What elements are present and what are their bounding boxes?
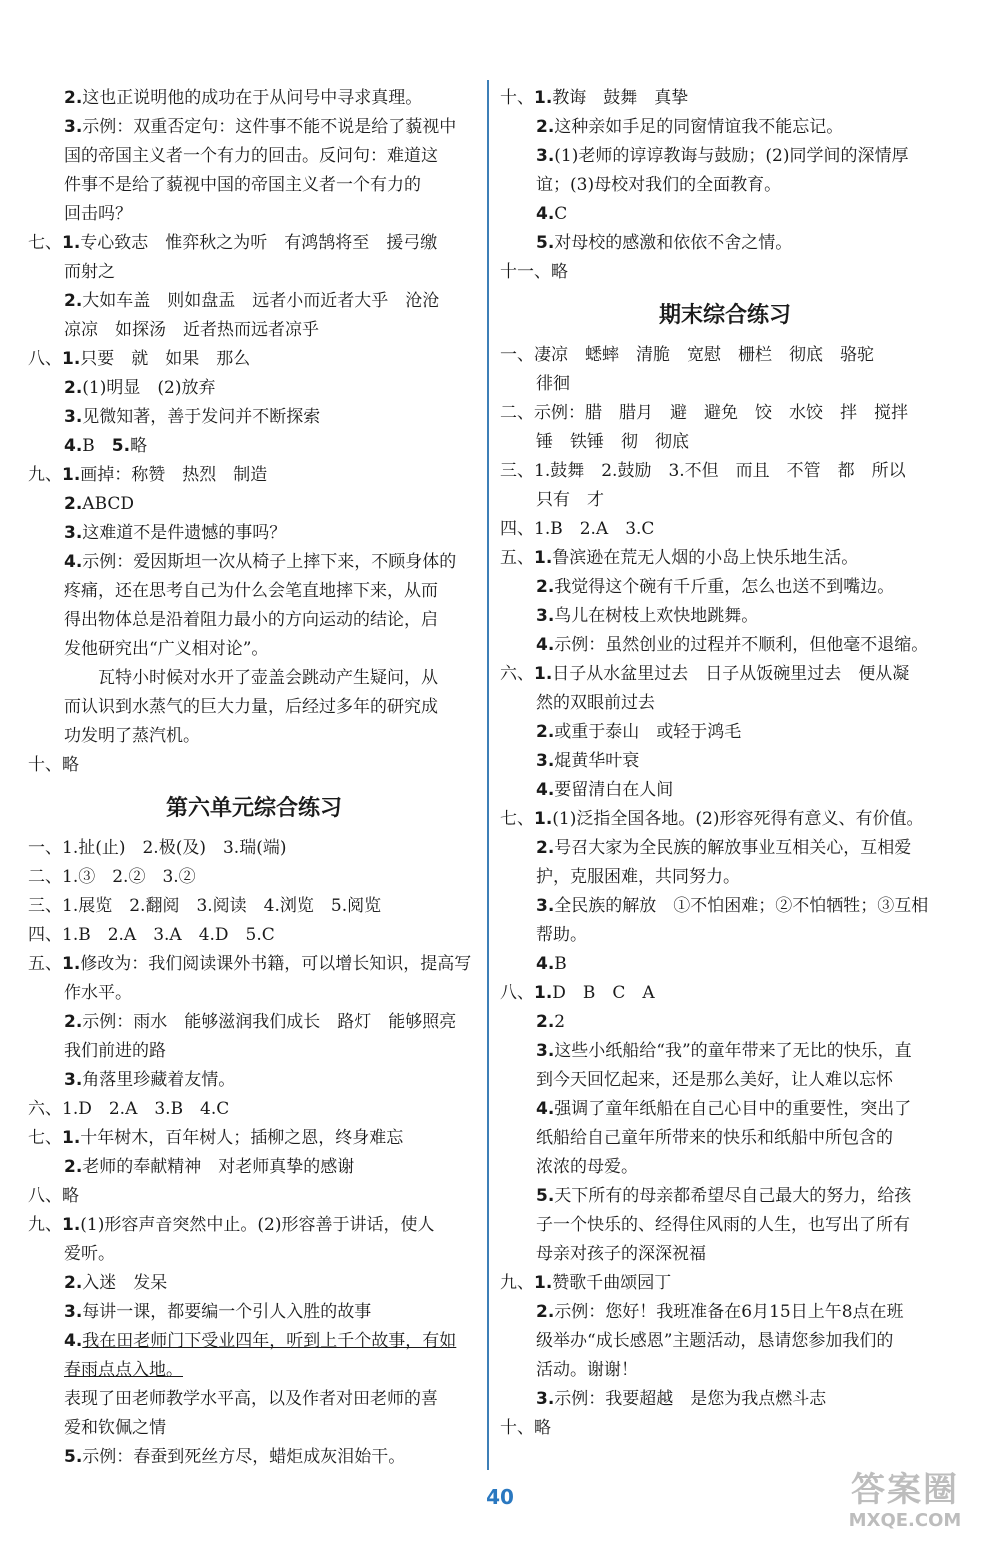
answer-text: C (554, 204, 568, 224)
answer-text: 四、1.B 2.A 3.A 4.D 5.C (28, 925, 275, 945)
answer-line (28, 432, 480, 461)
item-number: 4. (536, 780, 555, 800)
answer-text: 十年树木，百年树人；插柳之恩，终身难忘 (80, 1128, 404, 1148)
answer-line (28, 1095, 480, 1124)
answer-text: 春雨点点入地。 (64, 1360, 183, 1380)
section-marker: 九、 (500, 1273, 534, 1293)
answer-line (28, 490, 480, 519)
answer-text: 示例：双重否定句：这件事不能不说是给了藐视中 (82, 117, 457, 137)
answer-text: B (554, 954, 567, 974)
answer-text: 见微知著，善于发问并不断探索 (82, 407, 321, 427)
answer-line (28, 1182, 480, 1211)
answer-line (28, 1298, 480, 1327)
answer-text: 全民族的解放 ①不怕困难；②不怕牺牲；③互相 (554, 896, 929, 916)
item-number: 2. (536, 1012, 555, 1032)
answer-line (28, 863, 480, 892)
answer-text: 修改为：我们阅读课外书籍，可以增长知识，提高写 (80, 954, 472, 974)
answer-text: 焜黄华叶衰 (554, 751, 640, 771)
item-number: 3. (536, 1389, 555, 1409)
answer-line (28, 834, 480, 863)
answer-text: 赞歌千曲颂园丁 (552, 1273, 672, 1293)
answer-text: 十、略 (500, 1418, 551, 1438)
answer-text: 天下所有的母亲都希望尽自己最大的努力，给孩 (554, 1186, 912, 1206)
answer-text: 六、1.D 2.A 3.B 4.C (28, 1099, 230, 1119)
answer-text: 而认识到水蒸气的巨大力量，后经过多年的研究成 (64, 697, 438, 717)
answer-text: 我觉得这个碗有千斤重，怎么也送不到嘴边。 (554, 577, 895, 597)
answer-text: 老师的奉献精神 对老师真挚的感谢 (82, 1157, 355, 1177)
answer-line (500, 602, 950, 631)
answer-text: 到今天回忆起来，还是那么美好，让人难以忘怀 (536, 1070, 893, 1090)
answer-text: 强调了童年纸船在自己心目中的重要性，突出了 (554, 1099, 912, 1119)
section-marker: 七、 (500, 809, 534, 829)
item-number: 2. (536, 577, 555, 597)
answer-line (28, 287, 480, 316)
answer-line (500, 1153, 950, 1182)
answer-line (28, 751, 480, 780)
answer-text: 一、1.扯(止) 2.极(及) 3.瑞(端) (28, 838, 287, 858)
item-number: 3. (64, 1070, 83, 1090)
answer-line (500, 1095, 950, 1124)
item-number: 3. (64, 407, 83, 427)
answer-line (500, 399, 950, 428)
answer-line (500, 1385, 950, 1414)
answer-text: 示例：雨水 能够滋润我们成长 路灯 能够照亮 (82, 1012, 457, 1032)
answer-line (500, 428, 950, 457)
answer-line (500, 229, 950, 258)
answer-text: 2 (554, 1012, 566, 1032)
answer-line (500, 863, 950, 892)
item-number: 1. (534, 548, 553, 568)
answer-text: 这难道不是件遗憾的事吗？ (82, 523, 287, 543)
answer-line (500, 457, 950, 486)
item-number: 3. (64, 523, 83, 543)
answer-line (500, 1327, 950, 1356)
answer-text: ABCD (82, 494, 135, 514)
answer-text: 号召大家为全民族的解放事业互相关心，互相爱 (554, 838, 912, 858)
section-marker: 五、 (500, 548, 534, 568)
answer-text: 示例：我要超越 是您为我点燃斗志 (554, 1389, 827, 1409)
answer-line (500, 171, 950, 200)
answer-text: 三、1.展览 2.翻阅 3.阅读 4.浏览 5.阅览 (28, 896, 382, 916)
answer-line (28, 113, 480, 142)
section-marker: 八、 (28, 349, 62, 369)
section-marker: 七、 (28, 1128, 62, 1148)
item-number: 3. (536, 146, 555, 166)
item-number: 1. (62, 349, 81, 369)
item-number: 1. (62, 233, 81, 253)
item-number: 2. (64, 1157, 83, 1177)
item-number: 3. (536, 606, 555, 626)
answer-line (28, 1037, 480, 1066)
item-number: 2. (64, 1012, 83, 1032)
answer-line (28, 1124, 480, 1153)
column-divider (487, 80, 489, 1470)
answer-line (28, 693, 480, 722)
answer-line (500, 834, 950, 863)
answer-line (500, 1037, 950, 1066)
answer-line (28, 258, 480, 287)
answer-text: 十一、略 (500, 262, 568, 282)
item-number: 3. (64, 117, 83, 137)
answer-line (28, 200, 480, 229)
answer-text: (1)明显 (2)放弃 (82, 378, 216, 398)
item-number: 4. (536, 204, 555, 224)
answer-text: 示例：虽然创业的过程并不顺利，但他毫不退缩。 (554, 635, 929, 655)
answer-text: 画掉：称赞 热烈 制造 (80, 465, 268, 485)
answer-text: (1)泛指全国各地。(2)形容死得有意义、有价值。 (552, 809, 924, 829)
answer-line (500, 200, 950, 229)
item-number: 2. (64, 88, 83, 108)
answer-line (28, 664, 480, 693)
answer-text: 鲁滨逊在荒无人烟的小岛上快乐地生活。 (552, 548, 859, 568)
answer-text: 专心致志 惟弈秋之为听 有鸿鹄将至 援弓缴 (80, 233, 438, 253)
item-number: 4. (64, 1331, 83, 1351)
answer-text: 件事不是给了藐视中国的帝国主义者一个有力的 (64, 175, 421, 195)
answer-text: 凉凉 如探汤 近者热而远者凉乎 (64, 320, 319, 340)
answer-line (28, 142, 480, 171)
answer-text: 回击吗？ (64, 204, 132, 224)
answer-line (28, 1269, 480, 1298)
answer-text: 纸船给自己童年所带来的快乐和纸船中所包含的 (536, 1128, 893, 1148)
answer-text: 教诲 鼓舞 真挚 (552, 88, 689, 108)
item-number: 1. (62, 954, 81, 974)
answer-line (500, 573, 950, 602)
item-number: 1. (534, 983, 553, 1003)
answer-line (28, 461, 480, 490)
answer-line (500, 84, 950, 113)
answer-line (500, 1298, 950, 1327)
page-number-text: 40 (486, 1485, 514, 1509)
answer-text: 示例：爱因斯坦一次从椅子上摔下来，不顾身体的 (82, 552, 457, 572)
answer-text: 得出物体总是沿着阻力最小的方向运动的结论，启 (64, 610, 438, 630)
left-column (28, 84, 480, 1472)
watermark-logo (830, 1470, 980, 1540)
answer-line (500, 950, 950, 979)
answer-line (28, 1356, 480, 1385)
answer-line (28, 229, 480, 258)
answer-line (28, 606, 480, 635)
item-number: 2. (536, 722, 555, 742)
answer-line (28, 1240, 480, 1269)
answer-line (500, 805, 950, 834)
answer-text: 鸟儿在树枝上欢快地跳舞。 (554, 606, 759, 626)
answer-text: 然的双眼前过去 (536, 693, 655, 713)
answer-line (500, 631, 950, 660)
answer-line (500, 1240, 950, 1269)
item-number: 2. (536, 117, 555, 137)
answer-text: 谊；(3)母校对我们的全面教育。 (536, 175, 782, 195)
answer-line (500, 1182, 950, 1211)
item-number: 4. (536, 954, 555, 974)
answer-line (28, 722, 480, 751)
answer-line (28, 171, 480, 200)
item-number: 2. (64, 494, 83, 514)
section-title: 期末综合练习 (658, 303, 791, 328)
answer-text: 大如车盖 则如盘盂 远者小而近者大乎 沧沧 (82, 291, 440, 311)
answer-line (500, 341, 950, 370)
answer-line (28, 1414, 480, 1443)
answer-text: 锤 铁锤 彻 彻底 (536, 432, 689, 452)
answer-line (28, 979, 480, 1008)
answer-text: 功发明了蒸汽机。 (64, 726, 200, 746)
answer-text: 日子从水盆里过去 日子从饭碗里过去 便从凝 (552, 664, 910, 684)
answer-text: 二、1.③ 2.② 3.② (28, 867, 196, 887)
answer-text: 四、1.B 2.A 3.C (500, 519, 655, 539)
answer-line (28, 519, 480, 548)
section-marker: 七、 (28, 233, 62, 253)
item-number: 3. (64, 1302, 83, 1322)
answer-text: 或重于泰山 或轻于鸿毛 (554, 722, 742, 742)
answer-text: 我们前进的路 (64, 1041, 166, 1061)
item-number: 1. (62, 1215, 81, 1235)
answer-line (500, 258, 950, 287)
section-marker: 五、 (28, 954, 62, 974)
answer-text: 母亲对孩子的深深祝福 (536, 1244, 706, 1264)
answer-text: 帮助。 (536, 925, 587, 945)
answer-text: 略 (130, 436, 148, 456)
answer-line (28, 577, 480, 606)
answer-text: 只要 就 如果 那么 (80, 349, 251, 369)
answer-line (500, 515, 950, 544)
item-number: 2. (64, 378, 83, 398)
answer-text: 级举办“成长感恩”主题活动，恳请您参加我们的 (536, 1331, 894, 1351)
answer-line (500, 113, 950, 142)
answer-text: 子一个快乐的、经得住风雨的人生，也写出了所有 (536, 1215, 910, 1235)
answer-text: 疼痛，还在思考自己为什么会笔直地摔下来，从而 (64, 581, 438, 601)
answer-text: 而射之 (64, 262, 115, 282)
item-number: 5. (536, 1186, 555, 1206)
item-number: 4. (536, 635, 555, 655)
answer-text: 表现了田老师教学水平高，以及作者对田老师的喜 (64, 1389, 438, 1409)
answer-line (28, 1008, 480, 1037)
answer-line (500, 1414, 950, 1443)
section-marker: 六、 (500, 664, 534, 684)
answer-line (28, 1327, 480, 1356)
answer-line (28, 1066, 480, 1095)
item-number: 1. (534, 1273, 553, 1293)
item-number: 5. (536, 233, 555, 253)
answer-line (28, 635, 480, 664)
answer-text: 活动。谢谢！ (536, 1360, 638, 1380)
answer-text: 这些小纸船给“我”的童年带来了无比的快乐，直 (554, 1041, 912, 1061)
item-number: 1. (534, 88, 553, 108)
answer-line (28, 921, 480, 950)
answer-line (500, 660, 950, 689)
answer-line (500, 142, 950, 171)
item-number: 3. (536, 1041, 555, 1061)
item-number: 3. (536, 751, 555, 771)
answer-line (28, 950, 480, 979)
answer-text: 八、略 (28, 1186, 79, 1206)
item-number: 1. (534, 809, 553, 829)
answer-text: 要留清白在人间 (554, 780, 674, 800)
answer-line (28, 548, 480, 577)
answer-line (500, 689, 950, 718)
item-number: 1. (62, 465, 81, 485)
answer-text: 这种亲如手足的同窗情谊我不能忘记。 (554, 117, 844, 137)
answer-line (500, 370, 950, 399)
section-marker: 九、 (28, 465, 62, 485)
answer-text: D B C A (552, 983, 655, 1003)
item-number: 2. (64, 1273, 83, 1293)
item-number: 2. (64, 291, 83, 311)
answer-text: 每讲一课，都要编一个引人入胜的故事 (82, 1302, 372, 1322)
section-marker: 九、 (28, 1215, 62, 1235)
item-number: 3. (536, 896, 555, 916)
answer-text: 三、1.鼓舞 2.鼓励 3.不但 而且 不管 都 所以 (500, 461, 906, 481)
item-number: 5. (111, 436, 131, 456)
answer-line (28, 1443, 480, 1472)
section-marker: 八、 (500, 983, 534, 1003)
answer-line (28, 374, 480, 403)
item-number: 2. (536, 838, 555, 858)
answer-line (500, 892, 950, 921)
item-number: 5. (64, 1447, 83, 1467)
answer-text: 发他研究出“广义相对论”。 (64, 639, 269, 659)
answer-text: 瓦特小时候对水开了壶盖会跳动产生疑问，从 (98, 668, 438, 688)
answer-text: 示例：您好！我班准备在6月15日上午8点在班 (554, 1302, 904, 1322)
answer-line (500, 747, 950, 776)
answer-line (500, 1269, 950, 1298)
answer-line (500, 921, 950, 950)
answer-text: 入迷 发呆 (82, 1273, 168, 1293)
answer-text: 浓浓的母爱。 (536, 1157, 638, 1177)
answer-line (500, 1356, 950, 1385)
item-number: 4. (64, 436, 83, 456)
answer-line (500, 1124, 950, 1153)
answer-line (28, 403, 480, 432)
answer-text: (1)形容声音突然中止。(2)形容善于讲话，使人 (80, 1215, 435, 1235)
answer-line (500, 718, 950, 747)
item-number: 4. (536, 1099, 555, 1119)
section-title: 第六单元综合练习 (165, 796, 342, 821)
item-number: 1. (534, 664, 553, 684)
answer-line (28, 84, 480, 113)
answer-text: 国的帝国主义者一个有力的回击。反问句：难道这 (64, 146, 438, 166)
answer-text: 二、示例：腊 腊月 避 避免 饺 水饺 拌 搅拌 (500, 403, 908, 423)
section-marker: 十、 (500, 88, 534, 108)
answer-text: 一、凄凉 蟋蟀 清脆 宽慰 栅栏 彻底 骆驼 (500, 345, 874, 365)
watermark-logo-text: 答案圈 (851, 1470, 959, 1510)
answer-text: 爱听。 (64, 1244, 115, 1264)
answer-text: 我在田老师门下受业四年，听到上千个故事，有如 (82, 1331, 457, 1351)
answer-text: 只有 才 (536, 490, 604, 510)
answer-text: 示例：春蚕到死丝方尽，蜡炬成灰泪始干。 (82, 1447, 406, 1467)
answer-line (500, 1066, 950, 1095)
item-number: 4. (64, 552, 83, 572)
answer-text: 角落里珍藏着友情。 (82, 1070, 236, 1090)
answer-text: 护，克服困难，共同努力。 (536, 867, 740, 887)
answer-text: 徘徊 (536, 374, 570, 394)
answer-line (28, 1385, 480, 1414)
answer-line (28, 892, 480, 921)
answer-line (28, 1211, 480, 1240)
answer-text: 十、略 (28, 755, 79, 775)
answer-line (500, 1211, 950, 1240)
watermark-url: MXQE.COM (848, 1510, 962, 1531)
answer-line (28, 1153, 480, 1182)
answer-line (28, 345, 480, 374)
item-number: 2. (536, 1302, 555, 1322)
answer-text: 爱和钦佩之情 (64, 1418, 166, 1438)
answer-text: 对母校的感激和依依不舍之情。 (554, 233, 793, 253)
answer-text: (1)老师的谆谆教诲与鼓励；(2)同学间的深情厚 (554, 146, 909, 166)
answer-text: 作水平。 (64, 983, 132, 1003)
answer-line (500, 544, 950, 573)
answer-line (500, 1008, 950, 1037)
answer-line (500, 776, 950, 805)
answer-line (500, 486, 950, 515)
answer-text: B (82, 436, 112, 456)
answer-text: 这也正说明他的成功在于从问号中寻求真理。 (82, 88, 423, 108)
answer-line (28, 316, 480, 345)
answer-line (500, 979, 950, 1008)
right-column (500, 84, 950, 1443)
item-number: 1. (62, 1128, 81, 1148)
